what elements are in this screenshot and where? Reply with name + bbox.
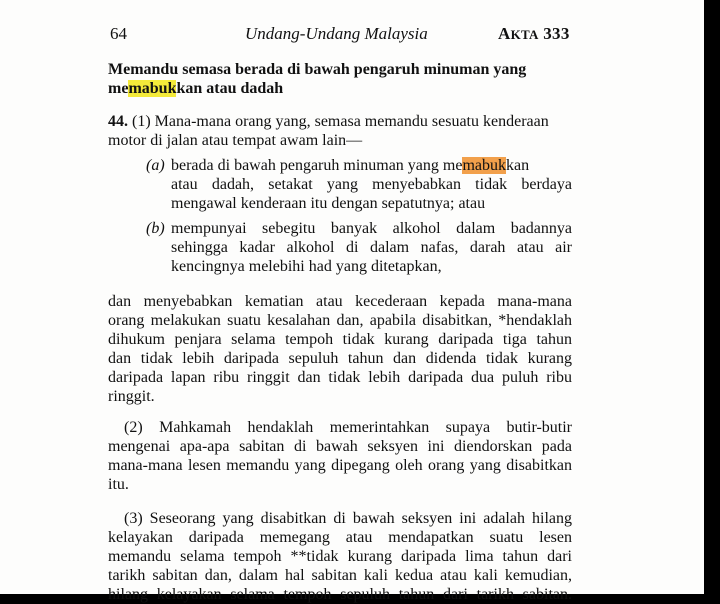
- heading-text: me: [108, 80, 129, 97]
- subsection-2-line: itu.: [108, 476, 129, 493]
- section-44-tail: [108, 292, 572, 406]
- subsection-2-line: mengenai apa-apa sabitan di bawah seksyen ini diendorskan pada: [108, 438, 572, 455]
- subsection-3-line: memandu selama tempoh **tidak kurang daripada lima tahun dari: [108, 548, 572, 565]
- subsection-2-line: mana-mana lesen memandu yang dipegang oleh orang yang disabitkan: [108, 457, 572, 474]
- section-44-intro: [108, 112, 572, 150]
- highlighted-word: mabuk: [462, 157, 506, 174]
- heading-line-2: [108, 79, 572, 98]
- subsection-3-line: hilang kelayakan selama tempoh sepuluh tahun dari tarikh sabitan.: [108, 586, 572, 603]
- intro-line-2: motor di jalan atau tempat awam lain—: [108, 132, 363, 149]
- act-label: [498, 24, 570, 45]
- heading-line-1: Memandu semasa berada di bawah pengaruh minuman yang: [108, 61, 527, 78]
- page-number: 64: [110, 24, 127, 43]
- paragraph-b-label: (b): [146, 220, 165, 237]
- paragraph-b-line-2: sehingga kadar alkohol di dalam nafas, darah atau air: [171, 239, 572, 256]
- tail-line: ringgit.: [108, 388, 155, 405]
- section-number: 44.: [108, 113, 128, 130]
- paragraph-a-line-3: mengawal kenderaan itu dengan sepatutnya; atau: [171, 195, 486, 212]
- subsection-3-line: tarikh sabitan dan, dalam hal sabitan kali kedua atau kali kemudian,: [108, 567, 572, 584]
- heading-text: kan atau dadah: [176, 80, 284, 97]
- paragraph-a-line-1: [171, 156, 572, 175]
- paragraph-a: [146, 156, 572, 213]
- tail-line: orang melakukan suatu kesalahan dan, apabila disabitkan, *hendaklah: [108, 312, 572, 329]
- paragraph-b-line-3: kencingnya melebihi had yang ditetapkan,: [171, 258, 442, 275]
- subsection-3-line: kelayakan daripada memegang atau mendapatkan suatu lesen: [108, 529, 572, 546]
- paragraph-b: [146, 219, 572, 276]
- subsection-2-line: (2) Mahkamah hendaklah memerintahkan supaya butir-butir: [124, 419, 572, 436]
- subsection-3: [108, 509, 572, 604]
- highlighted-word: mabuk: [128, 80, 177, 97]
- subsection-2: [108, 418, 572, 494]
- tail-line: dihukum penjara selama tempoh tidak kurang daripada tiga tahun: [108, 331, 572, 348]
- intro-line-1: [108, 112, 572, 131]
- para-text: kan: [506, 157, 530, 174]
- paragraph-a-label: (a): [146, 157, 165, 174]
- subsection-3-line: (3) Seseorang yang disabitkan di bawah seksyen ini adalah hilang: [124, 510, 572, 527]
- section-heading: [108, 60, 572, 98]
- tail-line: dan tidak lebih daripada sepuluh tahun dan didenda tidak kurang: [108, 350, 572, 367]
- para-text: berada di bawah pengaruh minuman yang me: [171, 157, 463, 174]
- tail-line: dan menyebabkan kematian atau kecederaan kepada mana-mana: [108, 293, 572, 310]
- act-word: A: [498, 24, 511, 43]
- running-title: Undang-Undang Malaysia: [245, 24, 428, 43]
- paragraph-b-line-1: mempunyai sebegitu banyak alkohol dalam badannya: [171, 220, 572, 237]
- intro-text: (1) Mana-mana orang yang, semasa memandu sesuatu kenderaan: [128, 113, 549, 130]
- paragraph-a-line-2: atau dadah, setakat yang menyebabkan tidak berdaya: [171, 176, 572, 193]
- act-number: 333: [543, 24, 570, 43]
- act-word-rest: KTA: [510, 27, 539, 42]
- tail-line: daripada lapan ribu ringgit dan tidak lebih daripada dua puluh ribu: [108, 369, 572, 386]
